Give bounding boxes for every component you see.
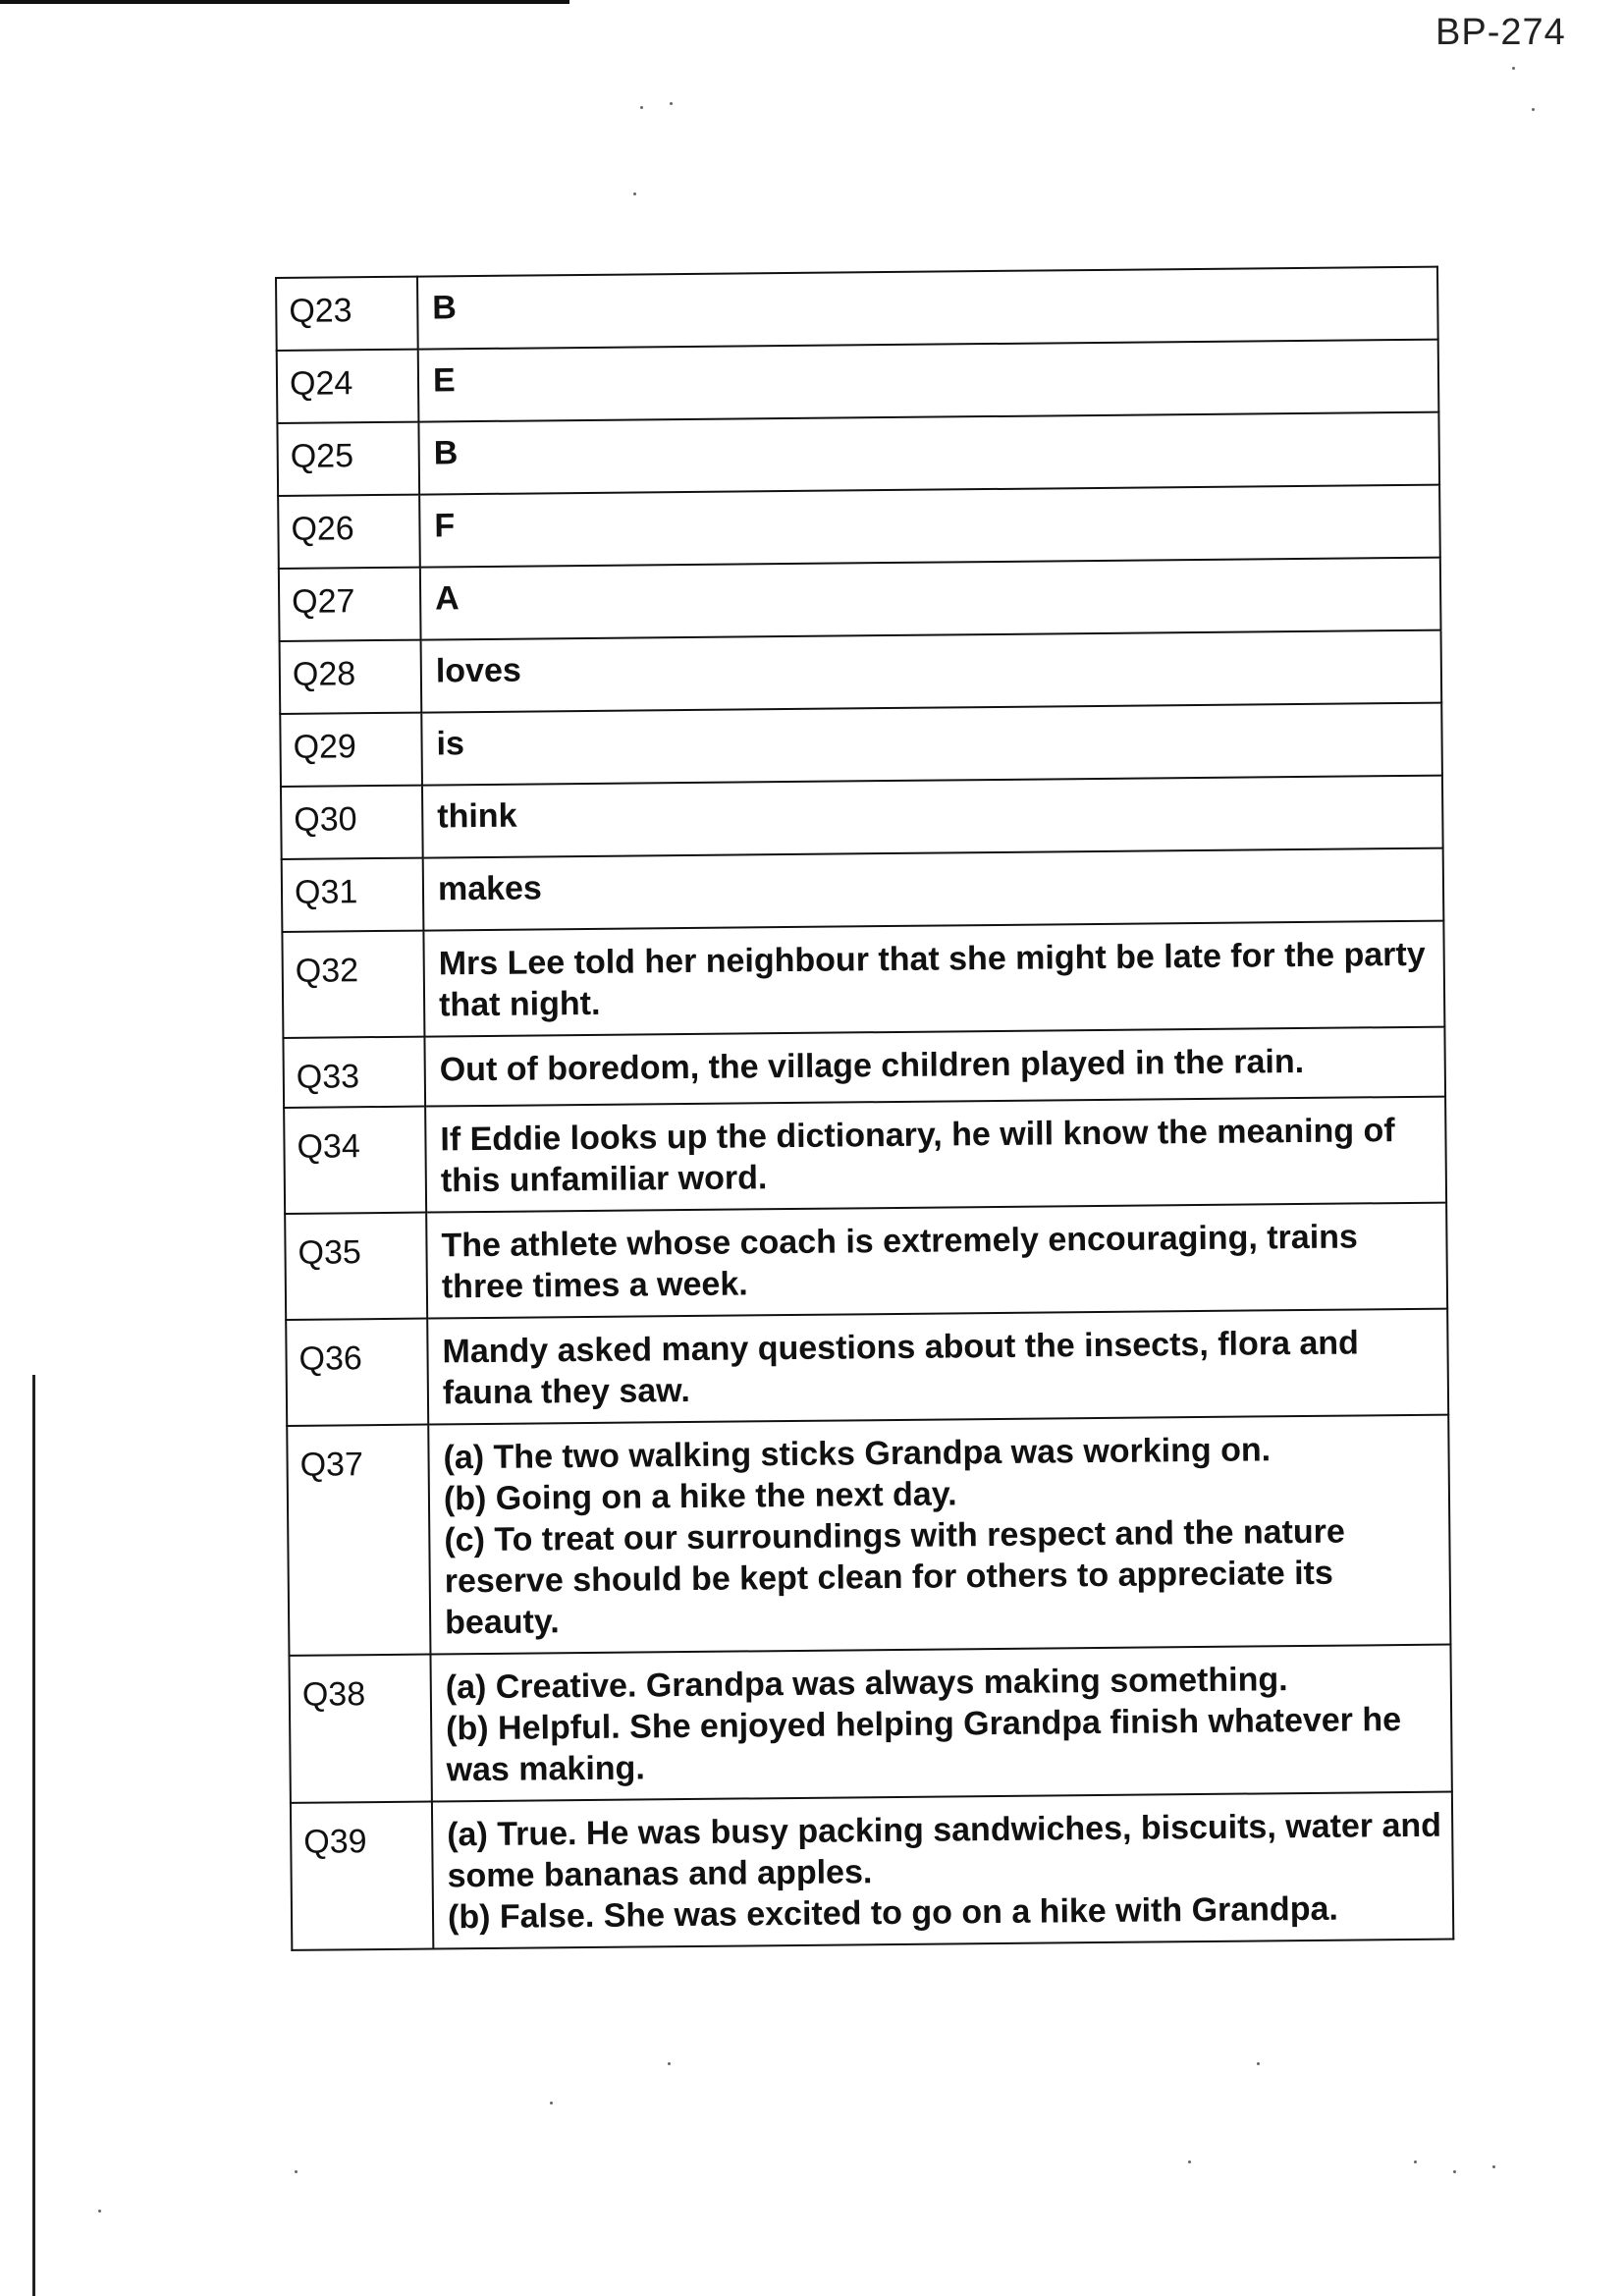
scan-edge-left xyxy=(32,1375,35,2296)
answer-cell xyxy=(424,1027,1445,1107)
answer-row xyxy=(285,1203,1447,1320)
answer-cell xyxy=(417,267,1438,350)
question-number: Q37 xyxy=(287,1425,430,1656)
answer-cell xyxy=(422,776,1443,858)
answer-text: (b) Helpful. She enjoyed helping Grandpa finish whatever he was making. xyxy=(446,1701,1402,1789)
answer-row xyxy=(283,1027,1445,1108)
question-number: Q35 xyxy=(285,1213,427,1320)
scan-speck xyxy=(640,106,643,109)
answer-cell xyxy=(430,1645,1451,1802)
answer-text: B xyxy=(432,289,458,327)
question-number: Q34 xyxy=(284,1107,426,1214)
answer-row xyxy=(280,630,1442,714)
answer-text: F xyxy=(434,507,456,545)
question-number: Q31 xyxy=(282,858,424,932)
answer-text: (a) True. He was busy packing sandwiches, biscuits, water and some bananas and apples. xyxy=(447,1806,1442,1895)
answer-cell xyxy=(418,412,1439,495)
question-number: Q26 xyxy=(278,495,420,569)
answer-row xyxy=(289,1645,1451,1803)
answer-text: A xyxy=(434,579,460,618)
scan-speck xyxy=(550,2102,553,2105)
answer-cell xyxy=(419,485,1440,568)
answer-text: If Eddie looks up the dictionary, he will know the meaning of this unfamiliar word. xyxy=(440,1112,1395,1200)
answer-cell xyxy=(423,921,1444,1037)
answer-row xyxy=(278,485,1440,569)
scan-speck xyxy=(668,2062,671,2065)
scan-speck xyxy=(1453,2170,1456,2173)
answer-cell xyxy=(428,1415,1450,1655)
scan-speck xyxy=(295,2170,298,2173)
answer-row xyxy=(282,921,1444,1038)
question-number: Q39 xyxy=(291,1802,433,1950)
answer-text: B xyxy=(433,434,459,472)
question-number: Q27 xyxy=(279,568,421,641)
answer-row xyxy=(287,1415,1450,1656)
answer-cell xyxy=(432,1792,1453,1949)
answer-text: (a) The two walking sticks Grandpa was working on. xyxy=(443,1431,1272,1477)
question-number: Q30 xyxy=(281,786,423,859)
answer-rows xyxy=(276,267,1453,1950)
answer-text: is xyxy=(436,725,465,763)
scan-speck xyxy=(1532,108,1535,111)
answer-row xyxy=(281,776,1443,859)
question-number: Q23 xyxy=(276,277,418,351)
answer-text: think xyxy=(437,796,517,836)
answer-row xyxy=(276,267,1438,351)
scan-speck xyxy=(633,192,636,195)
answer-text: loves xyxy=(435,651,521,690)
answer-text: makes xyxy=(437,869,543,908)
scan-speck xyxy=(98,2210,101,2213)
answer-text: E xyxy=(432,361,456,400)
answer-cell xyxy=(426,1203,1447,1319)
scan-speck xyxy=(1188,2160,1191,2163)
scan-speck xyxy=(1257,2062,1260,2065)
answer-cell xyxy=(427,1309,1448,1425)
answer-cell xyxy=(420,558,1441,640)
answer-text: The athlete whose coach is extremely encouraging, trains three times a week. xyxy=(441,1218,1359,1306)
answer-cell xyxy=(425,1097,1446,1213)
question-number: Q32 xyxy=(282,931,424,1038)
answer-row xyxy=(277,340,1439,423)
answer-text: Mandy asked many questions about the insects, flora and fauna they saw. xyxy=(442,1324,1359,1412)
answer-cell xyxy=(421,703,1442,786)
page-id: BP-274 xyxy=(1435,12,1566,53)
question-number: Q28 xyxy=(280,640,422,714)
question-number: Q36 xyxy=(286,1319,428,1426)
question-number: Q25 xyxy=(277,422,419,496)
answer-text: (a) Creative. Grandpa was always making something. xyxy=(445,1661,1288,1707)
answer-cell xyxy=(423,848,1444,931)
answer-text: Mrs Lee told her neighbour that she might be late for the party that night. xyxy=(438,935,1426,1024)
scan-edge-top xyxy=(0,0,569,4)
answer-cell xyxy=(421,630,1442,713)
question-number: Q33 xyxy=(283,1037,425,1108)
scan-speck xyxy=(670,102,673,105)
answer-text: (b) False. She was excited to go on a hike with Grandpa. xyxy=(447,1889,1339,1937)
answer-row xyxy=(284,1097,1446,1214)
answer-row xyxy=(280,703,1442,787)
answer-row xyxy=(282,848,1444,932)
scan-speck xyxy=(1512,67,1515,70)
question-number: Q29 xyxy=(280,713,422,787)
question-number: Q24 xyxy=(277,350,419,423)
answer-key-table xyxy=(275,266,1454,1951)
answer-row xyxy=(291,1792,1453,1950)
answer-row xyxy=(277,412,1439,496)
scan-speck xyxy=(1492,2165,1495,2168)
answer-text: (c) To treat our surroundings with respect and the nature reserve should be kept clean for others to appreciate its beauty. xyxy=(444,1512,1345,1642)
answer-row xyxy=(279,558,1441,641)
answer-cell xyxy=(418,340,1439,422)
answer-text: Out of boredom, the village children played in the rain. xyxy=(439,1042,1305,1089)
answer-row xyxy=(286,1309,1448,1426)
answer-text: (b) Going on a hike the next day. xyxy=(443,1475,957,1518)
question-number: Q38 xyxy=(289,1655,431,1803)
scan-speck xyxy=(1414,2160,1417,2163)
